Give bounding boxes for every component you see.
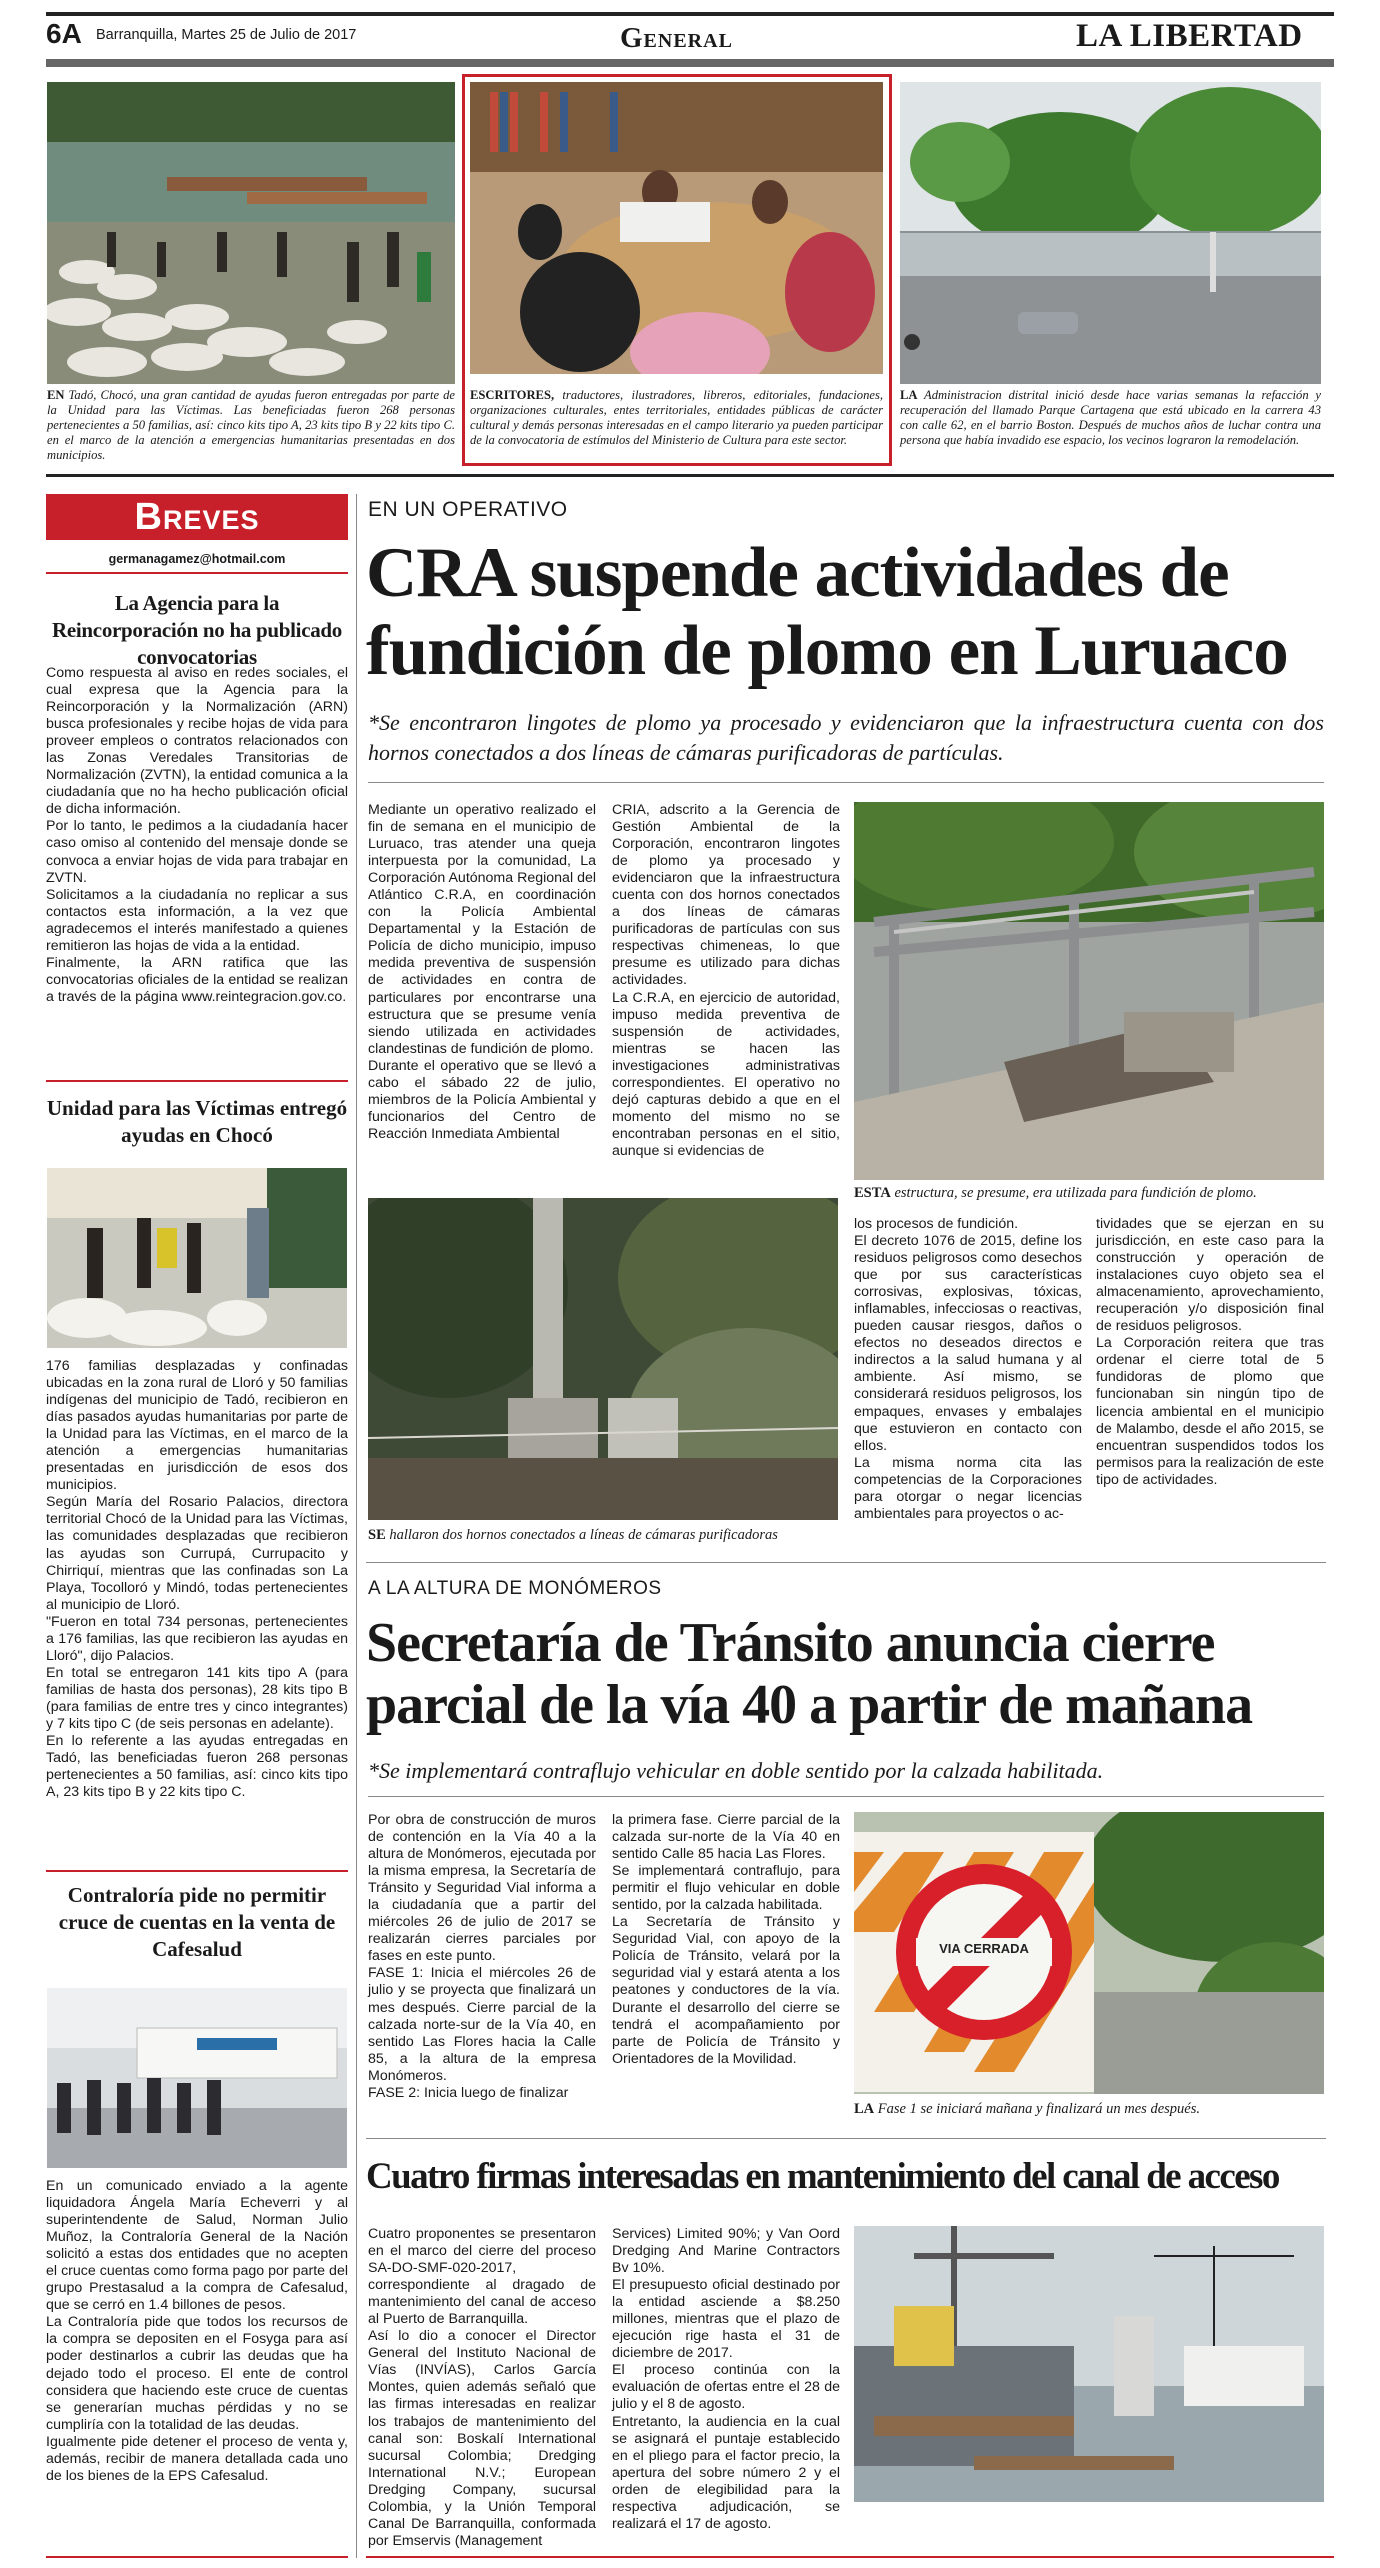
dateline: Barranquilla, Martes 25 de Julio de 2017 xyxy=(96,27,357,43)
breve-1-headline: La Agencia para la Reincorporación no ha publicado convocatorias xyxy=(52,591,342,669)
story1-deck: *Se encontraron lingotes de plomo ya procesado y evidenciaron que la infraestructura cuenta con dos hornos conectados a dos líneas de cámaras purificadoras de partículas. xyxy=(368,710,1324,765)
story1-col2: CRIA, adscrito a la Gerencia de Gestión Ambiental de la Corporación, encontraron lingotes de plomo ya procesado y evidenciaron que la infraestructura cuenta con dos hornos conectados a dos líneas de cámaras purificadoras de partículas con sus respectivas chimeneas, lo que presume es utilizado para dichas actividades. La C.R.A, en ejercicio de autoridad, impuso medida preventiva de suspensión de actividades, mientras se hacen las investigaciones administrativas correspondientes. El operativo no dejó capturas debido a que en el momento del mismo no se encontraban personas en el sitio, aunque si evidencias de xyxy=(612,802,840,1159)
breve-3-headline: Contraloría pide no permitir cruce de cuentas en la venta de Cafesalud xyxy=(58,1883,336,1961)
masthead-bottom-rule xyxy=(46,59,1334,67)
page-bottom-rule xyxy=(366,2556,1334,2558)
story2-col1: Por obra de construcción de muros de contención en la Vía 40 a la altura de Monómeros, ejecutada por la misma empresa, la Secretaría de Tránsito y Seguridad Vial informa a la ciudadanía que a partir del miércoles 26 de julio de 2017 se realizarán cierres parciales por fases en este punto. FASE 1: Inicia el miércoles 26 de julio y se proyecta que finalizará un mes después. Cierre parcial de la calzada norte-sur de la Vía 40, en sentido Las Flores hacia la Calle 85, a la altura de la empresa Monómeros. FASE 2: Inicia luego de finalizar xyxy=(368,1812,596,2101)
photo-choco-aid xyxy=(47,82,455,384)
photo-cra-ovens xyxy=(368,1198,838,1520)
caption-photo-via-cerrada: LA Fase 1 se iniciará mañana y finalizará un mes después. xyxy=(854,2101,1200,2117)
story1-col3: los procesos de fundición. El decreto 1076 de 2015, define los residuos peligrosos como desechos que por sus características corrosivas, explosivas, tóxicas, inflamables, infecciosas o reactivas, pueden causar riesgos, daños o efectos no deseados directos e indirectos a la salud humana y al ambiente. Así mismo, se considerará residuos peligrosos, los empaques, envases y embalajes que estuvieron en contacto con ellos. La misma norma cita las competencias de la Corporaciones para otorgar o negar licencias ambientales para proyectos o ac- xyxy=(854,1216,1082,1522)
caption-photo-choco: EN Tadó, Chocó, una gran cantidad de ayudas fueron entregadas por parte de la Unidad para las Víctimas. Las beneficiadas fueron 268 personas pertenecientes a 50 familias, así: cinco kits tipo A, 23 kits tipo B y 22 kits tipo C. en el marco de la atención a emergencias humanitarias presentadas en dos municipios. xyxy=(47,388,455,462)
masthead-top-rule xyxy=(46,12,1334,16)
photo-children-reading xyxy=(470,82,883,374)
breve-2-headline: Unidad para las Víctimas entregó ayudas en Chocó xyxy=(46,1096,348,1147)
breves-rule-1 xyxy=(46,572,348,574)
caption-photo-writers: ESCRITORES, traductores, ilustradores, libreros, editoriales, fundaciones, organizaciones culturales, entes territoriales, entidades públicas de carácter cultural y demás personas interesadas en el campo literario ya pueden participar de la convocatoria de estímulos del Ministerio de Cultura para este sector. xyxy=(470,388,883,447)
caption-photo-cra-structure: ESTA estructura, se presume, era utilizada para fundición de plomo. xyxy=(854,1185,1257,1201)
story1-headline-line1: CRA suspende actividades de xyxy=(366,534,1229,612)
page-number: 6A xyxy=(46,18,82,49)
breves-title: Breves xyxy=(134,496,260,538)
story2-col2: la primera fase. Cierre parcial de la calzada sur-norte de la Vía 40 en sentido Calle 85 hacia Las Flores. Se implementará contraflujo, para permitir el flujo vehicular en doble sentido, por la calzada habilitada. La Secretaría de Tránsito y Seguridad Vial, con apoyo de la Policía de Tránsito, velará por la seguridad vial y estará atenta a los peatones y conductores de la vía. Durante el desarrollo del cierre se tendrá el acompañamiento por parte de Policía de Tránsito y Orientadores de la Movilidad. xyxy=(612,1812,840,2067)
breve-3-body: En un comunicado enviado a la agente liquidadora Ángela María Echeverri y al superintendente de Salud, Norman Julio Muñoz, la Contraloría General de la Nación solicitó a estas dos entidades que no acepten el cruce cuentas como forma pago por parte del grupo Prestasalud a la compra de Cafesalud, que se cerró en 1.4 billones de pesos. La Contraloría pide que todos los recursos de la compra se depositen en el Fosyga para así poder destinarlos a cubrir las deudas que ha dejado todo el proceso. El ente de control considera que haciendo este cruce de cuentas se generarían muchas pérdidas y no se cumpliría con la totalidad de las deudas. Igualmente pide detener el proceso de venta y, además, recibir de manera detallada cada uno de los bienes de la EPS Cafesalud. xyxy=(46,2178,348,2484)
story2-headline-line2: parcial de la vía 40 a partir de mañana xyxy=(366,1674,1253,1736)
story2-headline-line1: Secretaría de Tránsito anuncia cierre xyxy=(366,1612,1215,1674)
breves-rule-3 xyxy=(46,1870,348,1872)
story3-col1: Cuatro proponentes se presentaron en el marco del cierre del proceso SA-DO-SMF-020-2017, correspondiente al dragado de mantenimiento del canal de acceso al Puerto de Barranquilla. Así lo dio a conocer el Director General del Instituto Nacional de Vías (INVÍAS), Carlos García Montes, quien además señaló que las firmas interesadas en realizar los trabajos de mantenimiento del canal son: Boskalí International sucursal Colombia; Dredging International N.V.; European Dredging Company, sucursal Colombia, y la Unión Temporal Canal De Barranquilla, conformada por Emservis (Management xyxy=(368,2226,596,2549)
top-strip-bottom-rule xyxy=(46,474,1334,477)
breve-2-body: 176 familias desplazadas y confinadas ubicadas en la zona rural de Lloró y 50 familias indígenas del municipio de Tadó, recibieron en días pasados ayudas humanitarias por parte de la Unidad para las Víctimas, en el marco de la atención a emergencias humanitarias presentadas en jurisdicción de esos dos municipios. Según María del Rosario Palacios, directora territorial Chocó de la Unidad para las Víctimas, las comunidades desplazadas que recibieron las ayudas son Currupá, Currupacito y Chirriquí, mientras que las confinadas son La Playa, Tocolloró y Mindó, todas pertenecientes al municipio de Lloró. "Fueron en total 734 personas, pertenecientes a 176 familias, las que recibieron las ayudas en Lloró", dijo Palacios. En total se entregaron 141 kits tipo A (para familias de hasta dos personas), 28 kits tipo B (para familias de entre tres y cinco integrantes) y 7 kits tipo C (de seis personas en adelante). En lo referente a las ayudas entregadas en Tadó, las beneficiadas fueron 268 personas pertenecientes a 50 familias, así: cinco kits tipo A, 23 kits tipo B y 22 kits tipo C. xyxy=(46,1358,348,1801)
photo-cafesalud xyxy=(47,1988,347,2168)
breves-email: germanagamez@hotmail.com xyxy=(108,552,286,566)
photo-parque-cartagena xyxy=(900,82,1321,384)
story1-col1: Mediante un operativo realizado el fin de semana en el municipio de Luruaco, tras atender una queja interpuesta por la comunidad, La Corporación Autónoma Regional del Atlántico C.R.A, en coordinación con la Policía Ambiental Departamental y la Estación de Policía de dicho municipio, impuso medida preventiva de suspensión de actividades en contra de particulares por encontrarse una estructura que se presume venía siendo utilizada en actividades clandestinas de fundición de plomo. Durante el operativo que se llevó a cabo el sábado 22 de julio, miembros de la Policía Ambiental y funcionarios del Centro de Reacción Inmediata Ambiental xyxy=(368,802,596,1142)
story3-col2: Services) Limited 90%; y Van Oord Dredging And Marine Contractors Bv 10%. El presupuesto oficial destinado por la entidad asciende a $8.250 millones, mientras que el plazo de ejecución rige hasta el 31 de diciembre de 2017. El proceso continúa con la evaluación de ofertas entre el 28 de julio y el 8 de agosto. Entretanto, la audiencia en la cual se asignará el puntaje establecido en el pliego para el factor precio, la apertura del sobre número 2 y el orden de elegibilidad para la respectiva adjudicación, se realizará el 17 de agosto. xyxy=(612,2226,840,2532)
paper-name: LA LIBERTAD xyxy=(1076,18,1303,54)
story1-headline-line2: fundición de plomo en Luruaco xyxy=(366,612,1288,690)
caption-photo-parque: LA Administracion distrital inició desde hace varias semanas la refacción y recuperación del llamado Parque Cartagena que está ubicado en la carrera 43 con calle 62, en el barrio Boston. Después de muchos años de luchar contra una persona que había invadido ese espacio, los vecinos lograron la remodelación. xyxy=(900,388,1321,447)
story2-deck: *Se implementará contraflujo vehicular en doble sentido por la calzada habilitada. xyxy=(368,1758,1104,1783)
breves-rule-2 xyxy=(46,1080,348,1082)
story1-col4: tividades que se ejerzan en su jurisdicción, en este caso para la construcción y operación de instalaciones cuyo objeto sea el almacenamiento, aprovechamiento, recuperación y/o disposición final de residuos peligrosos. La Corporación reitera que tras ordenar el cierre total de 5 fundidoras de plomo que funcionaban sin ningún tipo de licencia ambiental en el municipio de Malambo, desde el año 2015, se encuentran suspendidos todos los permisos para la realización de este tipo de actividades. xyxy=(1096,1216,1324,1488)
section-name: General xyxy=(620,22,733,54)
photo-dredging xyxy=(854,2226,1324,2502)
via-cerrada-sign-text: VIA CERRADA xyxy=(939,1941,1029,1956)
story2-bottom-rule xyxy=(366,2138,1326,2139)
story1-bottom-rule xyxy=(366,1562,1326,1563)
story1-kicker: EN UN OPERATIVO xyxy=(368,498,568,521)
breve-1-body: Como respuesta al aviso en redes sociales, el cual expresa que la Agencia para la Reincorporación y la Normalización (ARN) busca profesionales y recibe hojas de vida para proveer empleos o contratos relacionados con las Zonas Veredales Transitorias de Normalización (ZVTN), la entidad comunica a la ciudadanía que no ha hecho publicación oficial de dicha información. Por lo tanto, le pedimos a la ciudadanía hacer caso omiso al contenido del mensaje donde se convoca a enviar hojas de vida para trabajar en ZVTN. Solicitamos a la ciudadanía no replicar a sus contactos esta información, a la vez que agradecemos el interés manifestado a quienes remitieron las hojas de vida a la entidad. Finalmente, la ARN ratifica que las convocatorias oficiales de la entidad se realizan a través de la página www.reintegracion.gov.co. xyxy=(46,665,348,1005)
story1-deck-rule xyxy=(368,782,1324,783)
story2-deck-rule xyxy=(368,1796,1324,1797)
photo-cra-structure xyxy=(854,802,1324,1180)
photo-unidad-victimas xyxy=(47,1168,347,1348)
caption-photo-cra-ovens: SE hallaron dos hornos conectados a líneas de cámaras purificadoras xyxy=(368,1527,778,1543)
breves-bottom-rule xyxy=(46,2556,348,2558)
story2-kicker: A LA ALTURA DE MONÓMEROS xyxy=(368,1578,662,1599)
story3-headline: Cuatro firmas interesadas en mantenimiento del canal de acceso xyxy=(366,2156,1279,2197)
sidebar-divider xyxy=(356,494,357,2558)
